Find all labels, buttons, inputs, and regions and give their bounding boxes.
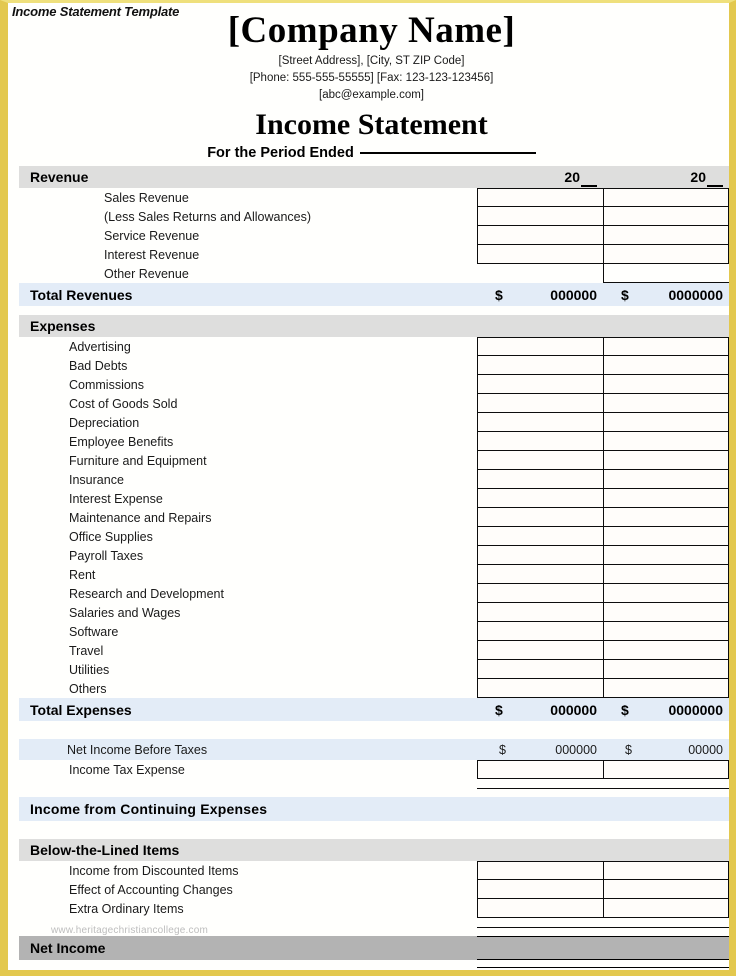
expense-item-label: Furniture and Equipment xyxy=(69,453,207,468)
value-cell-year2[interactable] xyxy=(603,546,729,565)
below-the-line-item-label: Extra Ordinary Items xyxy=(69,901,184,916)
spacer-cell xyxy=(603,779,729,788)
net-income-row xyxy=(19,936,729,960)
expense-item-label: Insurance xyxy=(69,472,124,487)
line-item-row xyxy=(19,861,729,880)
expenses-header-year1 xyxy=(477,315,603,337)
expense-item-label: Cost of Goods Sold xyxy=(69,396,178,411)
income-from-continuing-row xyxy=(19,797,729,821)
spacer-cell xyxy=(603,730,729,739)
expense-item-label: Depreciation xyxy=(69,415,140,430)
company-email: [abc@example.com] xyxy=(319,89,424,101)
net-income-before-taxes-row xyxy=(19,739,729,760)
expense-item-label: Advertising xyxy=(69,339,131,354)
value-cell-year2[interactable] xyxy=(603,207,729,226)
line-item-row xyxy=(19,546,729,565)
value-cell-year1[interactable] xyxy=(477,861,603,880)
value-cell-year2[interactable] xyxy=(603,622,729,641)
line-item-row xyxy=(19,622,729,641)
page-canvas xyxy=(8,3,729,970)
line-item-row xyxy=(19,489,729,508)
spacer-row xyxy=(19,306,729,315)
line-item-row xyxy=(19,641,729,660)
spacer-cell xyxy=(477,830,603,839)
value-cell-year1[interactable] xyxy=(477,337,603,356)
year2-column-header[interactable] xyxy=(603,166,729,188)
expense-item-label: Interest Expense xyxy=(69,491,163,506)
spacer-cell xyxy=(477,721,603,730)
expense-item-label: Others xyxy=(69,681,107,696)
value-cell-year2[interactable] xyxy=(603,432,729,451)
value-cell-year2[interactable] xyxy=(603,603,729,622)
value-cell-year1[interactable] xyxy=(477,264,603,283)
value-cell-year1[interactable] xyxy=(477,760,603,779)
spacer-label xyxy=(19,927,477,936)
expenses-header-year2 xyxy=(603,315,729,337)
value-cell-year2[interactable] xyxy=(603,508,729,527)
value-cell-year1[interactable] xyxy=(477,489,603,508)
value-cell-year1[interactable] xyxy=(477,432,603,451)
value-cell-year2[interactable] xyxy=(603,899,729,918)
expenses-section-header xyxy=(19,315,729,337)
value-cell-year2[interactable] xyxy=(603,489,729,508)
spacer-row xyxy=(19,918,729,927)
spacer-row xyxy=(19,721,729,730)
income-from-continuing-label: Income from Continuing Expenses xyxy=(30,801,268,817)
line-item-row xyxy=(19,880,729,899)
value-cell-year2[interactable] xyxy=(603,356,729,375)
line-item-row xyxy=(19,413,729,432)
statement-title: Income Statement xyxy=(255,108,488,141)
revenue-item-label: Service Revenue xyxy=(104,228,200,243)
amount: 00000 xyxy=(688,742,723,757)
line-item-row xyxy=(19,679,729,698)
value-cell-year2[interactable] xyxy=(603,660,729,679)
value-cell-year1[interactable] xyxy=(477,622,603,641)
total-expenses-year2 xyxy=(603,698,729,721)
spacer-label xyxy=(19,721,477,730)
value-cell-year1[interactable] xyxy=(477,451,603,470)
year2-prefix: 20 xyxy=(690,169,706,185)
value-cell-year1[interactable] xyxy=(477,188,603,207)
spacer-cell xyxy=(603,918,729,927)
spacer-cell xyxy=(477,918,603,927)
value-cell-year1[interactable] xyxy=(477,565,603,584)
expense-item-label: Commissions xyxy=(69,377,145,392)
total-expenses-row xyxy=(19,698,729,721)
below-the-line-header-label: Below-the-Lined Items xyxy=(30,842,180,858)
spacer-label xyxy=(19,788,477,797)
rule-cell xyxy=(477,960,603,968)
value-cell-year1[interactable] xyxy=(477,413,603,432)
amount: 0000000 xyxy=(668,701,723,718)
amount: 0000000 xyxy=(668,286,723,303)
income-tax-expense-label: Income Tax Expense xyxy=(69,762,185,777)
spacer-row-with-rule xyxy=(19,927,729,936)
rule-cell xyxy=(477,927,603,936)
value-cell-year1[interactable] xyxy=(477,508,603,527)
value-cell-year1[interactable] xyxy=(477,356,603,375)
expense-item-label: Software xyxy=(69,624,119,639)
revenue-item-label: Sales Revenue xyxy=(104,190,189,205)
value-cell-year2[interactable] xyxy=(603,527,729,546)
currency-symbol: $ xyxy=(495,286,503,303)
rule-cell xyxy=(477,788,603,797)
spacer-cell xyxy=(603,830,729,839)
value-cell-year2[interactable] xyxy=(603,880,729,899)
value-cell-year2[interactable] xyxy=(603,451,729,470)
value-cell-year1[interactable] xyxy=(477,660,603,679)
net-income-year1[interactable] xyxy=(477,936,603,960)
line-item-row xyxy=(19,432,729,451)
value-cell-year1[interactable] xyxy=(477,470,603,489)
line-item-row xyxy=(19,207,729,226)
income-statement-sheet xyxy=(19,166,729,968)
line-item-row xyxy=(19,337,729,356)
value-cell-year1[interactable] xyxy=(477,226,603,245)
value-cell-year1[interactable] xyxy=(477,641,603,660)
spacer-cell xyxy=(477,730,603,739)
value-cell-year2[interactable] xyxy=(603,861,729,880)
spacer-row xyxy=(19,830,729,839)
spacer-cell xyxy=(603,306,729,315)
expense-item-label: Rent xyxy=(69,567,96,582)
total-expenses-year1 xyxy=(477,698,603,721)
spacer-row xyxy=(19,821,729,830)
amount: 000000 xyxy=(550,286,597,303)
spacer-label xyxy=(19,306,477,315)
company-name: [Company Name] xyxy=(227,10,516,51)
value-cell-year2[interactable] xyxy=(603,264,729,283)
value-cell-year1[interactable] xyxy=(477,880,603,899)
company-address: [Street Address], [City, ST ZIP Code] xyxy=(278,55,465,67)
net-income-label: Net Income xyxy=(30,940,106,956)
spacer-cell xyxy=(477,821,603,830)
income-from-continuing-year1[interactable] xyxy=(477,797,603,821)
revenue-section-header xyxy=(19,166,729,188)
net-income-double-rule xyxy=(19,960,729,968)
spacer-label xyxy=(19,779,477,788)
value-cell-year2[interactable] xyxy=(603,188,729,207)
line-item-row xyxy=(19,508,729,527)
line-item-row xyxy=(19,565,729,584)
expense-item-label: Office Supplies xyxy=(69,529,153,544)
expense-item-label: Utilities xyxy=(69,662,110,677)
line-item-row xyxy=(19,226,729,245)
spacer-row-with-rule xyxy=(19,788,729,797)
watermark: www.heritagechristiancollege.com xyxy=(51,925,209,936)
expense-item-label: Employee Benefits xyxy=(69,434,174,449)
spacer-label xyxy=(19,918,477,927)
revenue-header-label: Revenue xyxy=(30,169,89,185)
rule-cell xyxy=(603,960,729,968)
amount: 000000 xyxy=(555,742,597,757)
total-revenues-label: Total Revenues xyxy=(30,286,133,303)
value-cell-year2[interactable] xyxy=(603,584,729,603)
spacer-cell xyxy=(477,779,603,788)
currency-symbol: $ xyxy=(621,286,629,303)
expense-item-label: Payroll Taxes xyxy=(69,548,144,563)
line-item-row xyxy=(19,451,729,470)
line-item-row xyxy=(19,527,729,546)
line-item-row xyxy=(19,394,729,413)
spacer-label xyxy=(19,830,477,839)
value-cell-year2[interactable] xyxy=(603,245,729,264)
value-cell-year1[interactable] xyxy=(477,584,603,603)
value-cell-year2[interactable] xyxy=(603,337,729,356)
spacer-label xyxy=(19,960,477,968)
line-item-row xyxy=(19,584,729,603)
expense-item-label: Maintenance and Repairs xyxy=(69,510,212,525)
period-ended-line xyxy=(14,145,729,161)
value-cell-year2[interactable] xyxy=(603,565,729,584)
line-item-row xyxy=(19,245,729,264)
expenses-header-label: Expenses xyxy=(30,318,96,334)
revenue-item-label: (Less Sales Returns and Allowances) xyxy=(104,209,312,224)
net-income-before-taxes-year1 xyxy=(477,739,603,760)
line-item-row xyxy=(19,470,729,489)
value-cell-year1[interactable] xyxy=(477,394,603,413)
value-cell-year2[interactable] xyxy=(603,470,729,489)
currency-symbol: $ xyxy=(625,742,632,757)
spacer-cell xyxy=(603,721,729,730)
spacer-row xyxy=(19,779,729,788)
value-cell-year1[interactable] xyxy=(477,245,603,264)
line-item-row xyxy=(19,375,729,394)
year1-prefix: 20 xyxy=(564,169,580,185)
revenue-item-label: Other Revenue xyxy=(104,266,189,281)
period-ended-blank[interactable] xyxy=(360,152,536,154)
value-cell-year2[interactable] xyxy=(603,760,729,779)
value-cell-year1[interactable] xyxy=(477,679,603,698)
currency-symbol: $ xyxy=(621,701,629,718)
currency-symbol: $ xyxy=(495,701,503,718)
template-label: Income Statement Template xyxy=(12,4,180,19)
year2-blank[interactable] xyxy=(707,169,723,187)
year1-column-header[interactable] xyxy=(477,166,603,188)
currency-symbol: $ xyxy=(499,742,506,757)
period-ended-label: For the Period Ended xyxy=(207,145,354,161)
value-cell-year2[interactable] xyxy=(603,394,729,413)
total-expenses-label: Total Expenses xyxy=(30,701,132,718)
value-cell-year2[interactable] xyxy=(603,375,729,394)
year1-blank[interactable] xyxy=(581,169,597,187)
value-cell-year1[interactable] xyxy=(477,207,603,226)
below-the-line-item-label: Effect of Accounting Changes xyxy=(69,882,233,897)
net-income-year2[interactable] xyxy=(603,936,729,960)
company-phone-fax: [Phone: 555-555-55555] [Fax: 123-123-123456] xyxy=(249,72,494,84)
rule-cell xyxy=(603,927,729,936)
spacer-label xyxy=(19,821,477,830)
spacer-label xyxy=(19,730,477,739)
total-revenues-year2 xyxy=(603,283,729,306)
expense-item-label: Salaries and Wages xyxy=(69,605,181,620)
line-item-row xyxy=(19,660,729,679)
line-item-row xyxy=(19,188,729,207)
below-the-line-section-header xyxy=(19,839,729,861)
value-cell-year2[interactable] xyxy=(603,226,729,245)
value-cell-year1[interactable] xyxy=(477,546,603,565)
line-item-row xyxy=(19,356,729,375)
value-cell-year1[interactable] xyxy=(477,899,603,918)
net-income-before-taxes-year2 xyxy=(603,739,729,760)
amount: 000000 xyxy=(550,701,597,718)
spacer-cell xyxy=(477,306,603,315)
expense-item-label: Travel xyxy=(69,643,104,658)
below-the-line-header-year1 xyxy=(477,839,603,861)
income-tax-expense-row xyxy=(19,760,729,779)
value-cell-year2[interactable] xyxy=(603,641,729,660)
line-item-row xyxy=(19,899,729,918)
total-revenues-year1 xyxy=(477,283,603,306)
spacer-cell xyxy=(603,821,729,830)
revenue-item-label: Interest Revenue xyxy=(104,247,200,262)
below-the-line-header-year2 xyxy=(603,839,729,861)
total-revenues-row xyxy=(19,283,729,306)
below-the-line-item-label: Income from Discounted Items xyxy=(69,863,239,878)
value-cell-year1[interactable] xyxy=(477,527,603,546)
value-cell-year2[interactable] xyxy=(603,679,729,698)
spacer-row xyxy=(19,730,729,739)
line-item-row xyxy=(19,603,729,622)
net-income-before-taxes-label: Net Income Before Taxes xyxy=(67,742,208,757)
value-cell-year1[interactable] xyxy=(477,603,603,622)
expense-item-label: Bad Debts xyxy=(69,358,128,373)
income-from-continuing-year2[interactable] xyxy=(603,797,729,821)
value-cell-year1[interactable] xyxy=(477,375,603,394)
value-cell-year2[interactable] xyxy=(603,413,729,432)
line-item-row xyxy=(19,264,729,283)
document-header xyxy=(8,9,729,161)
expense-item-label: Research and Development xyxy=(69,586,224,601)
rule-cell xyxy=(603,788,729,797)
